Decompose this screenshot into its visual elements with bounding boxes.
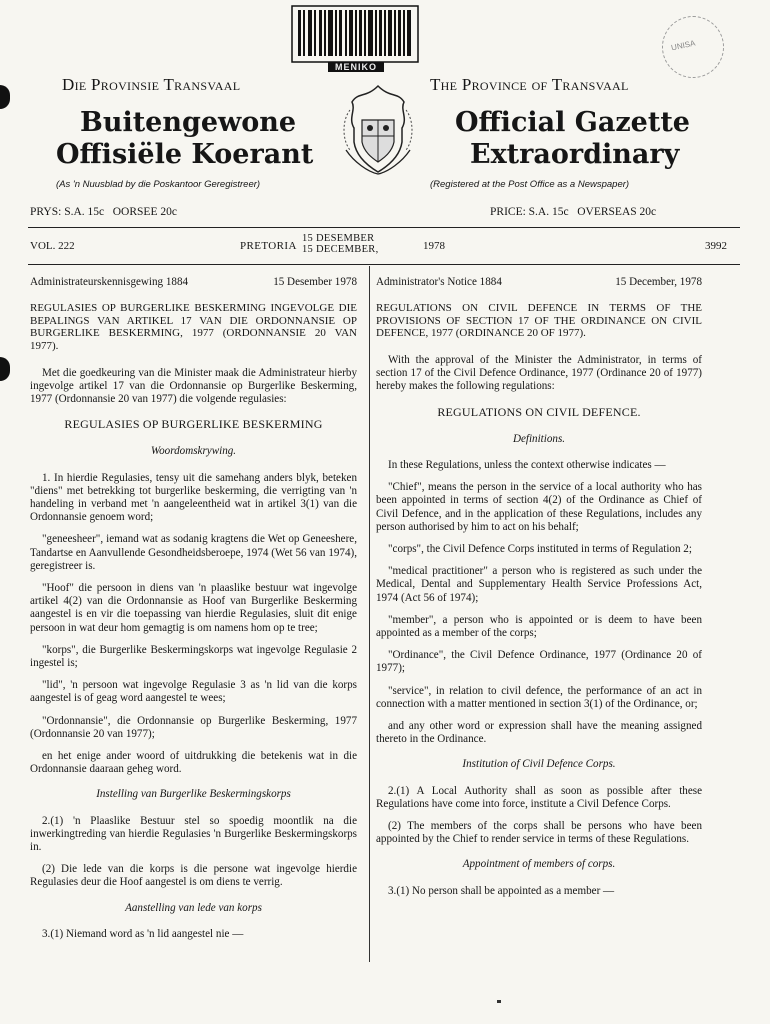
coat-of-arms-icon xyxy=(328,80,428,180)
volume: VOL. 222 xyxy=(30,240,75,252)
left-notice-label: Administrateurskennisgewing 1884 xyxy=(30,276,189,288)
place: PRETORIA xyxy=(240,240,297,252)
date-eng: 15 DECEMBER, xyxy=(302,244,379,255)
afr-title-2: Offisiële Koerant xyxy=(56,139,314,170)
date-afr: 15 DESEMBER xyxy=(302,233,375,244)
margin-mark-bottom xyxy=(0,357,10,381)
english-column xyxy=(376,276,702,907)
afr-price: PRYS: S.A. 15c OORSEE 20c xyxy=(30,206,177,218)
right-notice-date: 15 December, 1978 xyxy=(615,276,702,288)
right-intro: With the approval of the Minister the Administrator, in terms of section 17 of the Civil Defence Ordinance, 1977 (Ordinance 20 of 1977) hereby makes the following regulations: xyxy=(376,353,702,393)
left-notice-date: 15 Desember 1978 xyxy=(273,276,357,288)
right-para-8: and any other word or expression shall have the meaning assigned thereto in the Ordinance. xyxy=(376,720,702,746)
right-para-10: (2) The members of the corps shall be persons who have been appointed by the Chief to render service in terms of these Regulations. xyxy=(376,820,702,846)
left-para-6: "Ordonnansie", die Ordonnansie op Burgerlike Beskerming, 1977 (Ordonnansie 20 van 1977); xyxy=(30,714,357,740)
left-para-5: "lid", 'n persoon wat ingevolge Regulasie 3 as 'n lid van die korps aangestel is of geag word aangestel te wees; xyxy=(30,679,357,705)
right-para-9: 2.(1) A Local Authority shall as soon as possible after these Regulations have come into force, institute a Civil Defence Corps. xyxy=(376,784,702,810)
left-para-8: 2.(1) 'n Plaaslike Bestuur stel so spoedig moontlik na die inwerkingtreding van hierdie Regulasies 'n Burgerlike Beskermingskorps in. xyxy=(30,814,357,854)
left-notice-header xyxy=(30,276,357,289)
right-para-3: "corps", the Civil Defence Corps instituted in terms of Regulation 2; xyxy=(388,543,692,556)
coat-of-arms xyxy=(328,80,428,180)
left-subheading-corps: Instelling van Burgerlike Beskermingskorps xyxy=(96,788,291,801)
afrikaans-column xyxy=(30,276,357,950)
afr-province: Die Provinsie Transvaal xyxy=(62,75,241,94)
right-para-7: "service", in relation to civil defence, the performance of an act in connection with a matter mentioned in section 3(1) of the Ordinance, or; xyxy=(376,684,702,710)
right-subheading-members: Appointment of members of corps. xyxy=(462,858,616,871)
year: 1978 xyxy=(423,240,445,252)
left-subheading-definitions: Woordomskrywing. xyxy=(150,445,237,458)
left-subheading-members: Aanstelling van lede van korps xyxy=(125,901,262,914)
left-para-1: 1. In hierdie Regulasies, tensy uit die samehang anders blyk, beteken "diens" met betrekking tot burgerlike beskerming, die verrigting van 'n handeling in verband met 'n aangeleentheid wat in artikel 3(1) van die Ordonnansie genoem word; xyxy=(30,471,357,524)
eng-title-1: Official Gazette xyxy=(455,107,690,138)
header-rule xyxy=(28,227,740,228)
left-notice-title: REGULASIES OP BURGERLIKE BESKERMING INGEVOLGE DIE BEPALINGS VAN ARTIKEL 17 VAN DIE ORDONNANSIE OP BURGERLIKE BESKERMING, 1977 (ORDONNANSIE 20 VAN 1977). xyxy=(30,302,357,352)
issue-number: 3992 xyxy=(705,240,727,252)
margin-mark-top xyxy=(0,85,10,109)
left-intro: Met die goedkeuring van die Minister maak die Administrateur hierby ingevolge artikel 17 van die Ordonnansie op Burgerlike Beskerming, 1977 (Ordonnansie 20 van 1977) die volgende regulasies: xyxy=(30,366,357,405)
left-para-9: (2) Die lede van die korps is die persone wat ingevolge hierdie Regulasies deur die Hoof aangestel is om diens te verrig. xyxy=(30,863,357,889)
left-heading: REGULASIES OP BURGERLIKE BESKERMING xyxy=(64,417,323,432)
barcode-label: MENIKO xyxy=(328,62,384,72)
afr-registration-note: (As 'n Nuusblad by die Poskantoor Geregistreer) xyxy=(56,179,261,190)
library-stamp xyxy=(662,16,724,78)
right-notice-title: REGULATIONS ON CIVIL DEFENCE IN TERMS OF THE PROVISIONS OF SECTION 17 OF THE ORDINANCE ON CIVIL DEFENCE, 1977 (ORDINANCE 20 OF 1977). xyxy=(376,302,702,340)
eng-province: The Province of Transvaal xyxy=(430,75,629,94)
right-subheading-definitions: Definitions. xyxy=(512,432,566,445)
right-para-5: "member", a person who is appointed or is deem to have been appointed as a member of the corps; xyxy=(376,613,702,640)
eng-title-2: Extraordinary xyxy=(470,139,680,170)
right-para-1: In these Regulations, unless the context otherwise indicates — xyxy=(388,459,666,471)
eng-price: PRICE: S.A. 15c OVERSEAS 20c xyxy=(490,206,657,218)
stamp-text: UNISA xyxy=(670,38,697,53)
afr-title-1: Buitengewone xyxy=(80,107,297,138)
right-notice-label: Administrator's Notice 1884 xyxy=(376,276,502,288)
left-para-3: "Hoof" die persoon in diens van 'n plaaslike bestuur wat ingevolge artikel 4(2) van die Ordonnansie as Hoof van Burgerlike Beskerming aangestel is en vir die toepassing van hierdie Regulasies, sluit dit enige persoon in wat deur hom gemagtig is om namens hom op te tree; xyxy=(30,582,357,634)
right-notice-header xyxy=(376,276,702,289)
barcode xyxy=(290,4,420,76)
header-rule-lower xyxy=(28,264,740,265)
right-para-2: "Chief", means the person in the service of a local authority who has been appointed in terms of section 4(2) of the Ordinance as Chief of Civil Defence, and in the application of these Regulations, includes any person authorised by him to act on his behalf; xyxy=(376,481,702,533)
right-heading: REGULATIONS ON CIVIL DEFENCE. xyxy=(437,404,641,419)
right-para-6: "Ordinance", the Civil Defence Ordinance, 1977 (Ordinance 20 of 1977); xyxy=(376,649,702,675)
page-dot xyxy=(497,1000,501,1003)
left-para-4: "korps", die Burgerlike Beskermingskorps wat ingevolge Regulasie 2 ingestel is; xyxy=(30,643,357,670)
right-subheading-corps: Institution of Civil Defence Corps. xyxy=(462,758,616,771)
eng-registration-note: (Registered at the Post Office as a Newspaper) xyxy=(430,179,630,190)
left-para-10: 3.(1) Niemand word as 'n lid aangestel nie — xyxy=(42,927,244,940)
column-divider xyxy=(369,266,370,962)
left-para-2: "geneesheer", iemand wat as sodanig kragtens die Wet op Geneeshere, Tandartse en Aanvullende Gesondheidsberoepe, 1974 (Wet 56 van 1974), geregistreer is. xyxy=(30,533,357,572)
left-para-7: en het enige ander woord of uitdrukking die betekenis wat in die Ordonnansie daaraan geheg word. xyxy=(30,750,357,776)
right-para-11: 3.(1) No person shall be appointed as a member — xyxy=(388,884,615,897)
right-para-4: "medical practitioner" a person who is registered as such under the Medical, Dental and Supplementary Health Service Professions Act, 1974 (Act 56 of 1974); xyxy=(376,565,702,604)
